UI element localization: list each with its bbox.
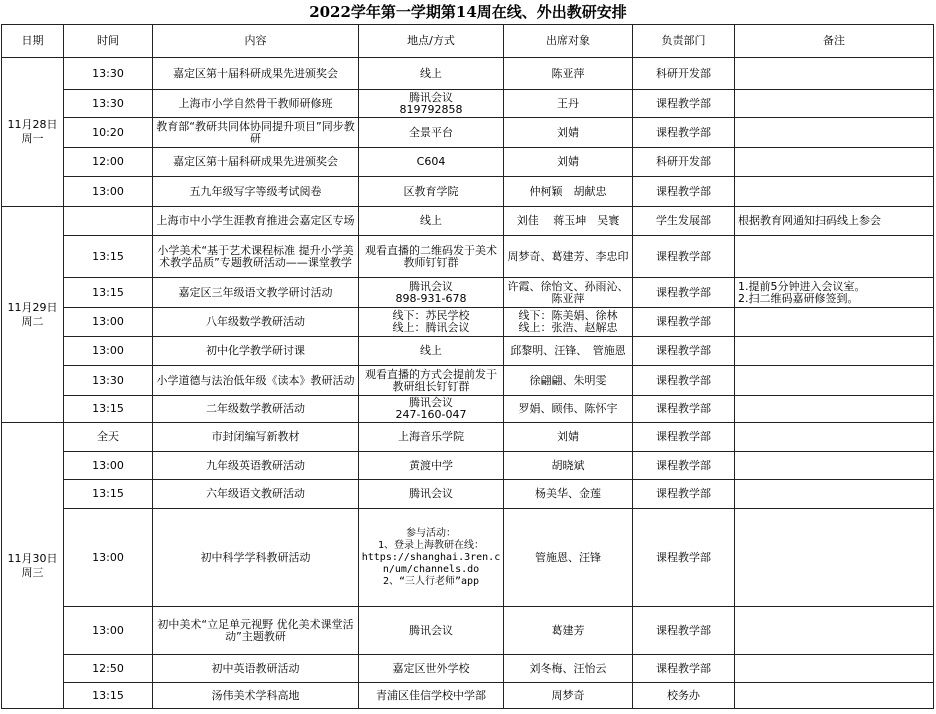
place-cell-line: 观看直播的方式会提前发于教研组长钉钉群: [365, 367, 497, 393]
attendees-cell: [504, 236, 633, 278]
table-row: [2, 683, 934, 709]
table-row: [2, 236, 934, 278]
time-cell-line: 13:15: [92, 487, 124, 500]
note-cell: [735, 655, 934, 683]
dept-cell: [633, 452, 735, 480]
dept-cell: [633, 207, 735, 236]
time-cell-line: 13:30: [92, 373, 124, 387]
column-header: 时间: [64, 25, 153, 58]
time-cell-line: 13:30: [92, 96, 124, 110]
attendees-cell: [504, 148, 633, 177]
place-cell-line: 嘉定区世外学校: [392, 661, 470, 675]
content-cell-line: 教育部“教研共同体协同提升项目”同步教研: [156, 119, 355, 145]
content-cell-line: 嘉定区第十届科研成果先进颁奖会: [173, 155, 338, 168]
content-cell: [153, 90, 359, 118]
attendees-cell: [504, 207, 633, 236]
attendees-cell: [504, 480, 633, 509]
content-cell: [153, 207, 359, 236]
time-cell: [64, 177, 153, 207]
content-cell: [153, 452, 359, 480]
attendees-cell: [504, 337, 633, 366]
place-cell-line: 1、登录上海教研在线：: [377, 539, 485, 551]
table-row: [2, 655, 934, 683]
time-cell-line: 13:00: [92, 550, 124, 564]
dept-cell-line: 课程教学部: [656, 373, 711, 387]
dept-cell-line: 课程教学部: [656, 430, 711, 443]
time-cell: [64, 148, 153, 177]
dept-cell-line: 课程教学部: [656, 285, 711, 299]
place-cell: [359, 58, 504, 90]
note-cell-line: 1.提前5分钟进入会议室。: [738, 279, 866, 293]
column-header: 内容: [153, 25, 359, 58]
content-cell: [153, 607, 359, 655]
attendees-cell: [504, 452, 633, 480]
place-cell: [359, 396, 504, 423]
dept-cell-line: 课程教学部: [656, 344, 711, 357]
place-cell-line: 观看直播的二维码发于美术教师钉钉群: [365, 243, 497, 269]
time-cell: [64, 607, 153, 655]
place-cell-line: 线上：腾讯会议: [392, 321, 470, 334]
attendees-cell-line: 邱黎明、汪锋、 管施恩: [510, 344, 626, 357]
note-cell: [735, 278, 934, 308]
time-cell: [64, 236, 153, 278]
note-cell: [735, 366, 934, 396]
dept-cell: [633, 278, 735, 308]
content-cell-line: 八年级数学教研活动: [206, 315, 305, 328]
attendees-cell: [504, 118, 633, 148]
attendees-cell: [504, 607, 633, 655]
attendees-cell-line: 刘婧: [557, 155, 579, 168]
place-cell-line: 线下：苏民学校: [392, 309, 470, 322]
time-cell: [64, 396, 153, 423]
attendees-cell: [504, 509, 633, 607]
table-row: [2, 480, 934, 509]
content-cell-line: 初中科学学科教研活动: [200, 550, 311, 564]
place-cell: [359, 337, 504, 366]
dept-cell-line: 校务办: [667, 688, 700, 702]
date-cell-line: 11月29日: [7, 300, 58, 314]
time-cell: [64, 118, 153, 148]
time-cell: [64, 337, 153, 366]
time-cell-line: 13:15: [92, 249, 124, 263]
time-cell: [64, 683, 153, 709]
date-cell: [2, 58, 64, 207]
time-cell: [64, 480, 153, 509]
schedule-table: [1, 24, 934, 709]
note-cell: [735, 207, 934, 236]
place-cell-line: 247-160-047: [395, 408, 467, 421]
note-cell: [735, 58, 934, 90]
content-cell-line: 初中美术“立足单元视野 优化美术课堂活动”主题教研: [157, 617, 354, 643]
attendees-cell-line: 许霞、徐怡文、孙雨沁、: [507, 279, 629, 293]
place-cell-line: C604: [416, 155, 446, 168]
note-cell-line: 2.扫二维码嘉研修签到。: [738, 291, 859, 305]
dept-cell-line: 课程教学部: [656, 458, 711, 472]
content-cell-line: 小学美术“基于艺术课程标准 提升小学美术教学品质”专题教研活动——课堂教学: [157, 243, 354, 269]
dept-cell-line: 课程教学部: [656, 184, 711, 198]
attendees-cell-line: 王丹: [557, 96, 579, 110]
attendees-cell-line: 刘婧: [557, 125, 579, 139]
table-row: [2, 337, 934, 366]
dept-cell-line: 课程教学部: [656, 402, 711, 415]
table-row: [2, 308, 934, 337]
place-cell-line: 819792858: [399, 102, 463, 116]
attendees-cell-line: 陈亚萍: [551, 66, 585, 80]
table-row: [2, 58, 934, 90]
note-cell: [735, 452, 934, 480]
note-cell: [735, 236, 934, 278]
place-cell: [359, 278, 504, 308]
dept-cell-line: 学生发展部: [656, 214, 711, 227]
attendees-cell-line: 周梦奇、葛建芳、李忠印: [507, 249, 629, 263]
note-cell: [735, 90, 934, 118]
time-cell-line: 13:15: [92, 688, 124, 702]
dept-cell-line: 课程教学部: [656, 623, 711, 637]
time-cell: [64, 366, 153, 396]
attendees-cell-line: 刘佳 蒋玉坤 吴寰: [516, 214, 620, 227]
place-cell: [359, 177, 504, 207]
note-cell: [735, 423, 934, 452]
dept-cell-line: 课程教学部: [656, 125, 711, 139]
table-row: [2, 278, 934, 308]
attendees-cell: [504, 177, 633, 207]
attendees-cell-line: 罗娟、顾伟、陈怀宇: [518, 402, 618, 415]
table-row: [2, 396, 934, 423]
dept-cell: [633, 480, 735, 509]
dept-cell: [633, 509, 735, 607]
content-cell-line: 上海市小学自然骨干教师研修班: [178, 96, 333, 110]
attendees-cell-line: 徐翩翩、朱明雯: [529, 373, 607, 387]
time-cell-line: 13:00: [92, 623, 124, 637]
attendees-cell-line: 线上：张浩、赵解忠: [518, 321, 618, 334]
place-cell-line: 线上: [420, 344, 442, 357]
dept-cell: [633, 118, 735, 148]
content-cell: [153, 509, 359, 607]
content-cell: [153, 177, 359, 207]
dept-cell: [633, 683, 735, 709]
dept-cell: [633, 177, 735, 207]
time-cell: [64, 278, 153, 308]
time-cell-line: 12:50: [92, 661, 124, 675]
content-cell: [153, 58, 359, 90]
attendees-cell: [504, 655, 633, 683]
time-cell-line: 13:15: [92, 402, 124, 415]
column-header: 负责部门: [633, 25, 735, 58]
note-cell: [735, 148, 934, 177]
table-row: [2, 177, 934, 207]
place-cell: [359, 118, 504, 148]
time-cell: [64, 207, 153, 236]
dept-cell: [633, 236, 735, 278]
time-cell-line: 13:15: [92, 285, 124, 299]
table-row: [2, 148, 934, 177]
table-row: [2, 118, 934, 148]
time-cell: [64, 423, 153, 452]
place-cell: [359, 207, 504, 236]
time-cell-line: 12:00: [92, 155, 124, 168]
place-cell-line: 区教育学院: [403, 184, 459, 198]
attendees-cell: [504, 308, 633, 337]
place-cell: [359, 607, 504, 655]
dept-cell-line: 课程教学部: [656, 487, 711, 500]
note-cell: [735, 118, 934, 148]
date-cell-line: 周三: [21, 565, 44, 579]
content-cell: [153, 148, 359, 177]
content-cell: [153, 480, 359, 509]
table-row: [2, 509, 934, 607]
date-cell-line: 11月28日: [7, 118, 58, 131]
attendees-cell-line: 线下：陈美娟、徐林: [518, 309, 618, 322]
place-cell-line: 青浦区佳信学校中学部: [376, 688, 486, 702]
dept-cell: [633, 655, 735, 683]
attendees-cell-line: 陈亚萍: [551, 291, 585, 305]
attendees-cell-line: 刘婧: [557, 430, 579, 443]
dept-cell-line: 课程教学部: [656, 315, 711, 328]
content-cell: [153, 236, 359, 278]
attendees-cell-line: 管施恩、汪锋: [535, 550, 601, 564]
content-cell: [153, 308, 359, 337]
place-cell-line: 腾讯会议: [409, 487, 453, 500]
table-row: [2, 452, 934, 480]
place-cell-line: 898-931-678: [395, 291, 467, 305]
place-cell: [359, 423, 504, 452]
dept-cell: [633, 366, 735, 396]
time-cell-line: 13:00: [92, 458, 124, 472]
content-cell: [153, 337, 359, 366]
place-cell-line: 腾讯会议: [409, 279, 453, 293]
content-cell-line: 市封闭编写新教材: [211, 430, 300, 443]
attendees-cell-line: 杨美华、金莲: [535, 487, 601, 500]
dept-cell-line: 课程教学部: [656, 96, 711, 110]
place-cell-line: 腾讯会议: [409, 90, 453, 104]
place-cell: [359, 655, 504, 683]
date-cell: [2, 207, 64, 423]
dept-cell-line: 科研开发部: [656, 66, 711, 80]
content-cell-line: 汤伟美术学科高地: [211, 688, 300, 702]
content-cell-line: 六年级语文教研活动: [206, 487, 305, 500]
dept-cell: [633, 58, 735, 90]
note-cell: [735, 337, 934, 366]
dept-cell: [633, 607, 735, 655]
time-cell: [64, 90, 153, 118]
content-cell-line: 二年级数学教研活动: [206, 402, 305, 415]
note-cell: [735, 607, 934, 655]
content-cell-line: 五九年级写字等级考试阅卷: [189, 184, 322, 198]
place-cell-line: 2、“三人行老师”app: [382, 575, 480, 587]
place-cell-line: 上海音乐学院: [398, 430, 464, 443]
place-cell: [359, 90, 504, 118]
content-cell-line: 初中英语教研活动: [211, 661, 300, 675]
place-cell: [359, 236, 504, 278]
place-cell: [359, 480, 504, 509]
dept-cell-line: 课程教学部: [656, 550, 711, 564]
place-cell-line: https://shanghai.3ren.c: [361, 551, 501, 563]
place-cell: [359, 452, 504, 480]
place-cell: [359, 683, 504, 709]
place-cell: [359, 366, 504, 396]
place-cell-line: n/um/channels.do: [382, 563, 480, 575]
dept-cell-line: 课程教学部: [656, 249, 711, 263]
table-row: [2, 423, 934, 452]
note-cell: [735, 509, 934, 607]
time-cell-line: 全天: [97, 430, 119, 443]
dept-cell: [633, 148, 735, 177]
content-cell-line: 嘉定区三年级语文教学研讨活动: [178, 285, 333, 299]
attendees-cell: [504, 90, 633, 118]
date-cell-line: 11月30日: [7, 551, 58, 565]
table-row: [2, 366, 934, 396]
table-row: [2, 90, 934, 118]
dept-cell-line: 科研开发部: [656, 155, 711, 168]
column-header: 出席对象: [504, 25, 633, 58]
attendees-cell: [504, 366, 633, 396]
time-cell-line: 13:00: [92, 184, 124, 198]
column-header: 备注: [735, 25, 934, 58]
place-cell: [359, 148, 504, 177]
note-cell: [735, 480, 934, 509]
note-cell: [735, 683, 934, 709]
dept-cell: [633, 337, 735, 366]
note-cell: [735, 396, 934, 423]
content-cell: [153, 278, 359, 308]
note-cell-line: 根据教育网通知扫码线上参会: [738, 214, 881, 227]
dept-cell: [633, 90, 735, 118]
place-cell: [359, 509, 504, 607]
table-row: [2, 607, 934, 655]
table-header-row: [2, 25, 934, 58]
attendees-cell-line: 周梦奇: [551, 688, 585, 702]
attendees-cell-line: 胡晓斌: [551, 458, 585, 472]
time-cell: [64, 655, 153, 683]
time-cell: [64, 58, 153, 90]
content-cell: [153, 366, 359, 396]
time-cell: [64, 509, 153, 607]
attendees-cell: [504, 683, 633, 709]
content-cell: [153, 118, 359, 148]
content-cell-line: 上海市中小学生涯教育推进会嘉定区专场: [156, 214, 355, 227]
page-title: 2022学年第一学期第14周在线、外出教研安排: [309, 3, 627, 21]
time-cell-line: 13:00: [92, 344, 124, 357]
column-header: 日期: [2, 25, 64, 58]
attendees-cell: [504, 58, 633, 90]
place-cell-line: 腾讯会议: [409, 623, 453, 637]
dept-cell: [633, 308, 735, 337]
attendees-cell: [504, 423, 633, 452]
content-cell-line: 九年级英语教研活动: [206, 458, 305, 472]
content-cell-line: 嘉定区第十届科研成果先进颁奖会: [173, 66, 338, 80]
date-cell-line: 周二: [21, 314, 44, 328]
note-cell: [735, 177, 934, 207]
place-cell-line: 全景平台: [409, 125, 453, 139]
time-cell-line: 10:20: [92, 125, 124, 139]
attendees-cell-line: 仲柯颖 胡献忠: [529, 184, 607, 198]
time-cell: [64, 308, 153, 337]
content-cell: [153, 396, 359, 423]
content-cell: [153, 423, 359, 452]
content-cell: [153, 655, 359, 683]
note-cell: [735, 308, 934, 337]
dept-cell: [633, 396, 735, 423]
time-cell: [64, 452, 153, 480]
time-cell-line: 13:00: [92, 315, 124, 328]
place-cell-line: 黄渡中学: [409, 458, 453, 472]
attendees-cell-line: 葛建芳: [551, 623, 585, 637]
attendees-cell: [504, 396, 633, 423]
column-header: 地点/方式: [359, 25, 504, 58]
time-cell-line: 13:30: [92, 66, 124, 80]
content-cell: [153, 683, 359, 709]
content-cell-line: 初中化学教学研讨课: [206, 344, 305, 357]
dept-cell: [633, 423, 735, 452]
attendees-cell-line: 刘冬梅、汪怡云: [529, 661, 607, 675]
place-cell-line: 线上: [420, 66, 442, 80]
place-cell: [359, 308, 504, 337]
attendees-cell: [504, 278, 633, 308]
content-cell-line: 小学道德与法治低年级《读本》教研活动: [156, 373, 355, 387]
date-cell: [2, 423, 64, 709]
table-row: [2, 207, 934, 236]
date-cell-line: 周一: [21, 132, 44, 145]
place-cell-line: 参与活动：: [406, 527, 456, 539]
place-cell-line: 腾讯会议: [409, 396, 453, 409]
place-cell-line: 线上: [420, 214, 442, 227]
dept-cell-line: 课程教学部: [656, 661, 711, 675]
